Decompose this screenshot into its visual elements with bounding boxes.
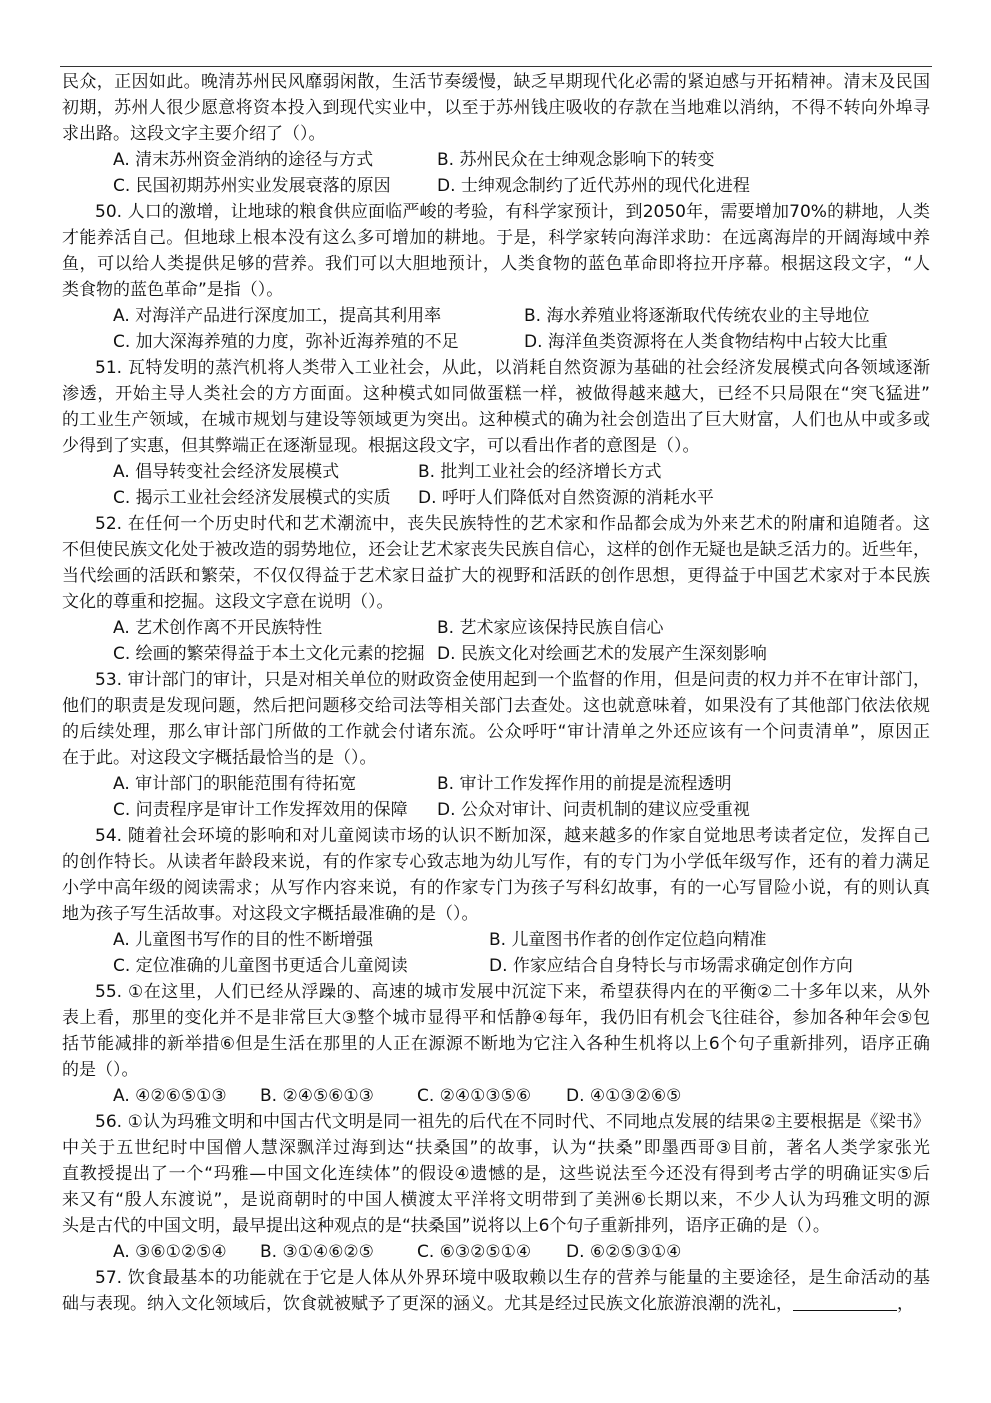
option-c[interactable]: C. ⑥③②⑤①④ [417,1242,532,1262]
option-b[interactable]: B. 审计工作发挥作用的前提是流程透明 [437,774,732,794]
option-c[interactable]: C. 加大深海养殖的力度，弥补近海养殖的不足 [113,332,459,352]
option-d[interactable]: D. 士绅观念制约了近代苏州的现代化进程 [437,176,750,196]
question-text: 的是（）。 [62,1060,139,1080]
option-d[interactable]: D. 公众对审计、问责机制的建议应受重视 [437,800,750,820]
question-text: 初期，苏州人很少愿意将资本投入到现代实业中，以至于苏州钱庄吸收的存款在当地难以消纳，不得不转向外埠寻 [62,98,930,118]
question-text: 类食物的蓝色革命”是指（）。 [62,280,284,300]
question-text: 在于此。对这段文字概括最恰当的是（）。 [62,748,377,768]
question-text: 当代绘画的活跃和繁荣，不仅仅得益于艺术家日益扩大的视野和活跃的创作思想，更得益于中国艺术家对于本民族 [62,566,930,586]
question-text: 础与表现。纳入文化领域后，饮食就被赋予了更深的涵义。尤其是经过民族文化旅游浪潮的洗礼， [62,1294,793,1314]
option-b[interactable]: B. ②④⑤⑥①③ [260,1086,374,1106]
question-text: 55. ①在这里，人们已经从浮躁的、高速的城市发展中沉淀下来，希望获得内在的平衡②二十多年以来，从外 [95,982,930,1002]
option-a[interactable]: A. ④②⑥⑤①③ [113,1086,227,1106]
option-c[interactable]: C. 民国初期苏州实业发展衰落的原因 [113,176,391,196]
question-text: 直教授提出了一个“玛雅—中国文化连续体”的假设④遗憾的是，这些说法至今还没有得到考古学的明确证实⑤后 [62,1164,930,1184]
option-c[interactable]: C. ②④①③⑤⑥ [417,1086,532,1106]
question-text: 鱼，可以给人类提供足够的营养。我们可以大胆地预计，人类食物的蓝色革命即将拉开序幕。根据这段文字，“人 [62,254,930,274]
option-d[interactable]: D. ④①③②⑥⑤ [566,1086,682,1106]
question-text: 求出路。这段文字主要介绍了（）。 [62,124,326,144]
option-d[interactable]: D. 作家应结合自身特长与市场需求确定创作方向 [489,956,853,976]
question-52 [62,511,930,667]
question-text: 少得到了实惠，但其弊端正在逐渐显现。根据这段文字，可以看出作者的意图是（）。 [62,436,700,456]
question-text: 不但使民族文化处于被改造的弱势地位，还会让艺术家丧失民族自信心，这样的创作无疑也是缺乏活力的。近些年， [62,540,930,560]
option-b[interactable]: B. 艺术家应该保持民族自信心 [437,618,664,638]
option-b[interactable]: B. 苏州民众在士绅观念影响下的转变 [437,150,715,170]
question-text: 表上看，那里的变化并不是非常巨大③整个城市显得平和恬静④每年，我仍旧有机会飞往硅谷，参加各种年会⑤包 [62,1008,930,1028]
question-text: 渗透，开始主导人类社会的方方面面。这种模式如同做蛋糕一样，被做得越来越大，已经不只局限在“突飞猛进” [62,384,930,404]
question-50 [62,199,930,355]
question-56 [62,1109,930,1265]
option-c[interactable]: C. 问责程序是审计工作发挥效用的保障 [113,800,408,820]
question-text: 头是古代的中国文明，最早提出这种观点的是“扶桑国”说将以上6个句子重新排列，语序正确的是（）。 [62,1216,830,1236]
option-a[interactable]: A. 审计部门的职能范围有待拓宽 [113,774,357,794]
question-54 [62,823,930,979]
question-text: 52. 在任何一个历史时代和艺术潮流中，丧失民族特性的艺术家和作品都会成为外来艺术的附庸和追随者。这 [95,514,930,534]
option-a[interactable]: A. 儿童图书写作的目的性不断增强 [113,930,374,950]
question-text: 的后续处理，那么审计部门所做的工作就会付诸东流。公众呼吁“审计清单之外还应该有一个问责清单”，原因正 [62,722,930,742]
question-text: 53. 审计部门的审计，只是对相关单位的财政资金使用起到一个监督的作用，但是问责的权力并不在审计部门， [95,670,930,690]
exam-page [62,69,930,1317]
option-b[interactable]: B. 海水养殖业将逐渐取代传统农业的主导地位 [524,306,870,326]
top-rule [60,66,932,67]
question-55 [62,979,930,1109]
option-b[interactable]: B. 批判工业社会的经济增长方式 [418,462,662,482]
question-51 [62,355,930,511]
question-text: 他们的职责是发现问题，然后把问题移交给司法等相关部门去查处。这也就意味着，如果没有了其他部门依法依规 [62,696,930,716]
option-b[interactable]: B. 儿童图书作者的创作定位趋向精准 [489,930,767,950]
question-text: 56. ①认为玛雅文明和中国古代文明是同一祖先的后代在不同时代、不同地点发展的结果②主要根据是《梁书》 [95,1112,930,1132]
fill-in-blank[interactable] [793,1292,897,1311]
option-d[interactable]: D. ⑥②⑤③①④ [566,1242,682,1262]
question-text: 来又有“殷人东渡说”，是说商朝时的中国人横渡太平洋将文明带到了美洲⑥长期以来，不少人认为玛雅文明的源 [62,1190,930,1210]
question-49 [62,69,930,199]
question-text-line [62,1291,930,1317]
question-text: 的创作特长。从读者年龄段来说，有的作家专心致志地为幼儿写作，有的专门为小学低年级写作，还有的着力满足 [62,852,930,872]
question-text: 民众，正因如此。晚清苏州民风靡弱闲散，生活节奏缓慢，缺乏早期现代化必需的紧迫感与开拓精神。清末及民国 [62,72,930,92]
question-53 [62,667,930,823]
option-d[interactable]: D. 海洋鱼类资源将在人类食物结构中占较大比重 [524,332,888,352]
question-text: 54. 随着社会环境的影响和对儿童阅读市场的认识不断加深，越来越多的作家自觉地思考读者定位，发挥自己 [95,826,930,846]
question-text: 50. 人口的激增，让地球的粮食供应面临严峻的考验，有科学家预计，到2050年，需要增加70%的耕地，人类 [95,202,930,222]
option-c[interactable]: C. 定位准确的儿童图书更适合儿童阅读 [113,956,408,976]
question-57 [62,1265,930,1317]
option-a[interactable]: A. 对海洋产品进行深度加工，提高其利用率 [113,306,442,326]
option-a[interactable]: A. 清末苏州资金消纳的途径与方式 [113,150,374,170]
question-text: 括节能减排的新举措⑥但是生活在那里的人正在源源不断地为它注入各种生机将以上6个句子重新排列，语序正确 [62,1034,930,1054]
question-text: 小学中高年级的阅读需求；从写作内容来说，有的作家专门为孩子写科幻故事，有的一心写冒险小说，有的则认真 [62,878,930,898]
option-a[interactable]: A. 倡导转变社会经济发展模式 [113,462,340,482]
option-d[interactable]: D. 呼吁人们降低对自然资源的消耗水平 [418,488,714,508]
option-c[interactable]: C. 绘画的繁荣得益于本土文化元素的挖掘 [113,644,425,664]
option-a[interactable]: A. 艺术创作离不开民族特性 [113,618,323,638]
question-text: 才能养活自己。但地球上根本没有这么多可增加的耕地。于是，科学家转向海洋求助：在远离海岸的开阔海域中养 [62,228,930,248]
question-text: 地为孩子写生活故事。对这段文字概括最准确的是（）。 [62,904,479,924]
question-text: 中关于五世纪时中国僧人慧深飘洋过海到达“扶桑国”的故事，认为“扶桑”即墨西哥③目前，著名人类学家张光 [62,1138,930,1158]
question-text: 51. 瓦特发明的蒸汽机将人类带入工业社会，从此，以消耗自然资源为基础的社会经济发展模式向各领域逐渐 [95,358,930,378]
question-text: 文化的尊重和挖掘。这段文字意在说明（）。 [62,592,394,612]
blank-suffix: ， [897,1294,914,1314]
question-text: 57. 饮食最基本的功能就在于它是人体从外界环境中吸取赖以生存的营养与能量的主要途径，是生命活动的基 [95,1268,930,1288]
option-a[interactable]: A. ③⑥①②⑤④ [113,1242,227,1262]
option-d[interactable]: D. 民族文化对绘画艺术的发展产生深刻影响 [437,644,767,664]
option-b[interactable]: B. ③①④⑥②⑤ [260,1242,374,1262]
question-text: 的工业生产领域，在城市规划与建设等领域更为突出。这种模式的确为社会创造出了巨大财富，人们也从中或多或 [62,410,930,430]
option-c[interactable]: C. 揭示工业社会经济发展模式的实质 [113,488,391,508]
